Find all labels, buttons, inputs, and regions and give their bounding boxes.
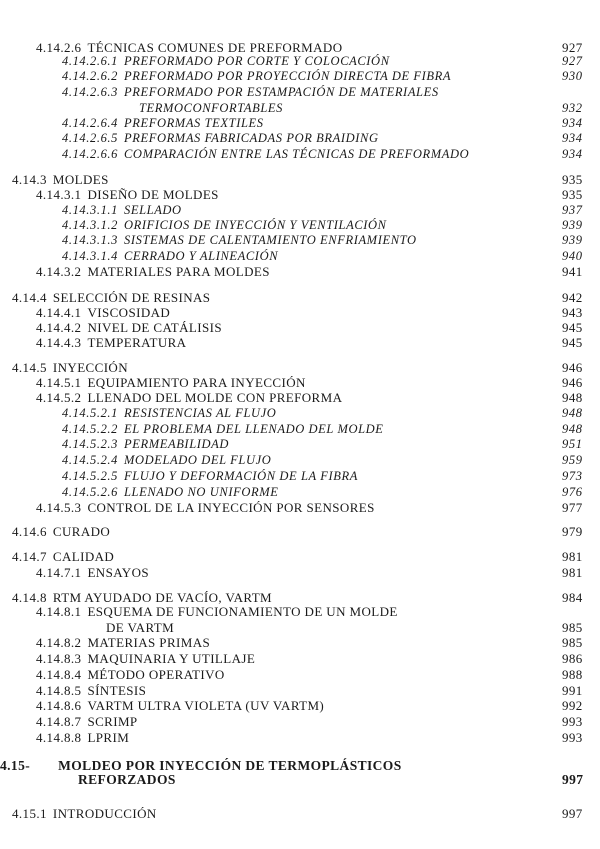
toc-entry-number: 4.14.5.2.5 [62, 469, 118, 483]
toc-entry-number: 4.14.5.3 [36, 500, 82, 515]
toc-entry-page: 976 [562, 485, 583, 499]
toc-entry-number: 4.14.6 [12, 524, 47, 539]
toc-entry-title: CALIDAD [52, 549, 115, 564]
toc-entry-title: PREFORMAS TEXTILES [124, 116, 264, 130]
toc-entry-title: SISTEMAS DE CALENTAMIENTO ENFRIAMIENTO [124, 233, 417, 247]
toc-entry-number: 4.15- [0, 758, 31, 773]
toc-entry-page: 941 [562, 264, 583, 279]
toc-entry [36, 187, 600, 202]
toc-entry [12, 360, 600, 375]
toc-entry-page: 973 [562, 469, 583, 483]
toc-entry-title: MOLDEO POR INYECCIÓN DE TERMOPLÁSTICOS [58, 758, 402, 773]
toc-entry-number: 4.14.8.6 [36, 698, 82, 713]
toc-entry [62, 437, 600, 452]
toc-entry-number: 4.14.5 [12, 360, 47, 375]
toc-entry-page: 993 [562, 714, 583, 729]
toc-entry [12, 290, 600, 305]
toc-entry-title: RESISTENCIAS AL FLUJO [124, 406, 277, 420]
toc-entry-title: MOLDES [52, 172, 109, 187]
toc-entry-title: FLUJO Y DEFORMACIÓN DE LA FIBRA [124, 469, 358, 483]
toc-entry-number: 4.14.3.2 [36, 264, 82, 279]
toc-entry-number: 4.14.3.1.3 [62, 233, 118, 247]
toc-entry-number: 4.14.5.2 [36, 390, 82, 405]
toc-entry-page: 997 [562, 806, 583, 821]
toc-entry-number: 4.14.8.4 [36, 667, 82, 682]
toc-entry-title: SELLADO [124, 203, 182, 217]
toc-entry-title: INTRODUCCIÓN [52, 806, 157, 821]
toc-entry-page: 992 [562, 698, 583, 713]
toc-entry-number: 4.14.7.1 [36, 565, 82, 580]
toc-entry-number: 4.14.5.1 [36, 375, 82, 390]
toc-entry [36, 335, 600, 350]
toc-entry-page: 934 [562, 147, 583, 161]
toc-entry-title-continued: TERMOCONFORTABLES [139, 101, 283, 115]
toc-entry-page: 946 [562, 360, 583, 375]
toc-entry [36, 651, 600, 666]
toc-entry-page: 927 [562, 40, 583, 55]
toc-entry-number: 4.14.7 [12, 549, 47, 564]
toc-entry [62, 233, 600, 248]
toc-entry-page: 977 [562, 500, 583, 515]
toc-entry-number: 4.14.3.1.4 [62, 249, 118, 263]
toc-entry-number: 4.14.2.6.1 [62, 54, 118, 68]
toc-entry-title: PERMEABILIDAD [124, 437, 229, 451]
toc-entry [36, 565, 600, 580]
toc-entry-number: 4.14.8.3 [36, 651, 82, 666]
toc-entry [36, 390, 600, 405]
toc-entry-number: 4.14.3 [12, 172, 47, 187]
toc-entry-number: 4.14.4.3 [36, 335, 82, 350]
toc-entry-number: 4.14.8.8 [36, 730, 82, 745]
toc-entry-page: 927 [562, 54, 583, 68]
toc-entry [12, 172, 600, 187]
toc-entry-number: 4.14.2.6.4 [62, 116, 118, 130]
toc-entry [62, 131, 600, 146]
toc-entry-title: PREFORMADO POR PROYECCIÓN DIRECTA DE FIBRA [124, 69, 452, 83]
toc-entry-page: 935 [562, 187, 583, 202]
toc-entry-page: 986 [562, 651, 583, 666]
toc-entry [62, 54, 600, 69]
toc-entry [62, 69, 600, 84]
toc-entry-page: 981 [562, 565, 583, 580]
toc-entry-title: SCRIMP [87, 714, 138, 729]
toc-entry-page: 934 [562, 131, 583, 145]
toc-entry [36, 264, 600, 279]
toc-entry [12, 806, 600, 821]
toc-entry-page: 959 [562, 453, 583, 467]
toc-entry-page: 948 [562, 406, 583, 420]
toc-entry [62, 406, 600, 421]
toc-entry-number: 4.14.2.6 [36, 40, 82, 55]
toc-entry-number: 4.14.5.2.4 [62, 453, 118, 467]
toc-entry-number: 4.14.3.1 [36, 187, 82, 202]
toc-entry-title: ESQUEMA DE FUNCIONAMIENTO DE UN MOLDE [87, 604, 398, 619]
toc-entry [36, 683, 600, 698]
toc-entry-title-continued: DE VARTM [106, 620, 175, 635]
toc-entry-number: 4.14.8 [12, 590, 47, 605]
toc-entry-page: 993 [562, 730, 583, 745]
toc-entry [36, 667, 600, 682]
toc-entry-title: PREFORMAS FABRICADAS POR BRAIDING [124, 131, 379, 145]
toc-entry [12, 524, 600, 539]
toc-entry-page: 930 [562, 69, 583, 83]
toc-entry-title: RTM AYUDADO DE VACÍO, VARTM [52, 590, 272, 605]
toc-entry-title: VISCOSIDAD [87, 305, 171, 320]
toc-entry-page: 937 [562, 203, 583, 217]
toc-entry-number: 4.14.8.1 [36, 604, 82, 619]
toc-entry-page: 991 [562, 683, 583, 698]
toc-entry-page: 939 [562, 233, 583, 247]
toc-entry-title: MODELADO DEL FLUJO [124, 453, 272, 467]
toc-entry-number: 4.14.5.2.2 [62, 422, 118, 436]
toc-entry-title: CONTROL DE LA INYECCIÓN POR SENSORES [87, 500, 375, 515]
toc-entry-title: PREFORMADO POR ESTAMPACIÓN DE MATERIALES [124, 85, 439, 99]
toc-entry-number: 4.14.4 [12, 290, 47, 305]
toc-entry-title: LPRIM [87, 730, 130, 745]
toc-entry-title: NIVEL DE CATÁLISIS [87, 320, 222, 335]
toc-entry [36, 320, 600, 335]
toc-entry-title: ORIFICIOS DE INYECCIÓN Y VENTILACIÓN [124, 218, 387, 232]
toc-entry-title: EL PROBLEMA DEL LLENADO DEL MOLDE [124, 422, 384, 436]
toc-entry-page: 985 [562, 635, 583, 650]
toc-entry-page: 946 [562, 375, 583, 390]
toc-entry-page: 932 [562, 101, 583, 115]
toc-entry-title: LLENADO DEL MOLDE CON PREFORMA [87, 390, 343, 405]
toc-entry-title: TEMPERATURA [87, 335, 187, 350]
toc-entry-page: 979 [562, 524, 583, 539]
toc-entry-number: 4.14.2.6.3 [62, 85, 118, 99]
toc-entry-page: 945 [562, 320, 583, 335]
toc-entry-page: 988 [562, 667, 583, 682]
toc-entry-title: INYECCIÓN [52, 360, 128, 375]
toc-entry [62, 453, 600, 468]
toc-entry [36, 500, 600, 515]
toc-entry-number: 4.15.1 [12, 806, 47, 821]
toc-entry [36, 635, 600, 650]
toc-entry [62, 422, 600, 437]
toc-entry [12, 549, 600, 564]
toc-entry [62, 147, 600, 162]
toc-entry-page: 942 [562, 290, 583, 305]
toc-entry-title: DISEÑO DE MOLDES [87, 187, 219, 202]
toc-entry-number: 4.14.2.6.5 [62, 131, 118, 145]
toc-entry-number: 4.14.5.2.1 [62, 406, 118, 420]
toc-entry-title: PREFORMADO POR CORTE Y COLOCACIÓN [124, 54, 390, 68]
toc-entry-page: 997 [562, 772, 584, 787]
toc-entry-title-continued: REFORZADOS [78, 772, 176, 787]
toc-entry-number: 4.14.2.6.2 [62, 69, 118, 83]
toc-entry-page: 985 [562, 620, 583, 635]
toc-entry-page: 939 [562, 218, 583, 232]
toc-entry-number: 4.14.3.1.1 [62, 203, 118, 217]
toc-entry [36, 375, 600, 390]
toc-entry [62, 203, 600, 218]
toc-entry-page: 984 [562, 590, 583, 605]
toc-entry [62, 218, 600, 233]
toc-entry-title: EQUIPAMIENTO PARA INYECCIÓN [87, 375, 306, 390]
toc-entry-title: LLENADO NO UNIFORME [124, 485, 279, 499]
toc-entry-number: 4.14.8.5 [36, 683, 82, 698]
toc-entry-page: 934 [562, 116, 583, 130]
toc-entry [62, 469, 600, 484]
toc-entry-page: 948 [562, 390, 583, 405]
toc-entry [62, 116, 600, 131]
toc-entry-page: 948 [562, 422, 583, 436]
toc-entry-title: SELECCIÓN DE RESINAS [52, 290, 211, 305]
toc-entry-title: MATERIALES PARA MOLDES [87, 264, 270, 279]
toc-entry-number: 4.14.4.2 [36, 320, 82, 335]
toc-entry-page: 981 [562, 549, 583, 564]
toc-entry-page: 951 [562, 437, 583, 451]
toc-entry-page: 940 [562, 249, 583, 263]
toc-entry-title: MATERIAS PRIMAS [87, 635, 211, 650]
toc-entry-title: MAQUINARIA Y UTILLAJE [87, 651, 256, 666]
toc-entry-title: VARTM ULTRA VIOLETA (UV VARTM) [87, 698, 325, 713]
toc-entry [36, 714, 600, 729]
toc-entry-number: 4.14.2.6.6 [62, 147, 118, 161]
toc-entry-number: 4.14.3.1.2 [62, 218, 118, 232]
toc-entry-number: 4.14.5.2.6 [62, 485, 118, 499]
toc-entry [36, 698, 600, 713]
toc-entry-number: 4.14.8.7 [36, 714, 82, 729]
toc-entry-title: CERRADO Y ALINEACIÓN [124, 249, 279, 263]
toc-entry-page: 943 [562, 305, 583, 320]
toc-entry-number: 4.14.8.2 [36, 635, 82, 650]
toc-entry [62, 249, 600, 264]
toc-entry-number: 4.14.5.2.3 [62, 437, 118, 451]
toc-entry [36, 40, 600, 55]
toc-entry-title: SÍNTESIS [87, 683, 147, 698]
toc-entry-number: 4.14.4.1 [36, 305, 82, 320]
toc-entry-title: CURADO [52, 524, 111, 539]
toc-entry [36, 730, 600, 745]
toc-entry [62, 485, 600, 500]
toc-entry-title: COMPARACIÓN ENTRE LAS TÉCNICAS DE PREFORMADO [124, 147, 470, 161]
toc-entry [12, 590, 600, 605]
toc-entry-title: TÉCNICAS COMUNES DE PREFORMADO [87, 40, 343, 55]
toc-entry-page: 935 [562, 172, 583, 187]
toc-entry [36, 305, 600, 320]
toc-entry-title: ENSAYOS [87, 565, 150, 580]
toc-entry-title: MÉTODO OPERATIVO [87, 667, 225, 682]
toc-entry-page: 945 [562, 335, 583, 350]
